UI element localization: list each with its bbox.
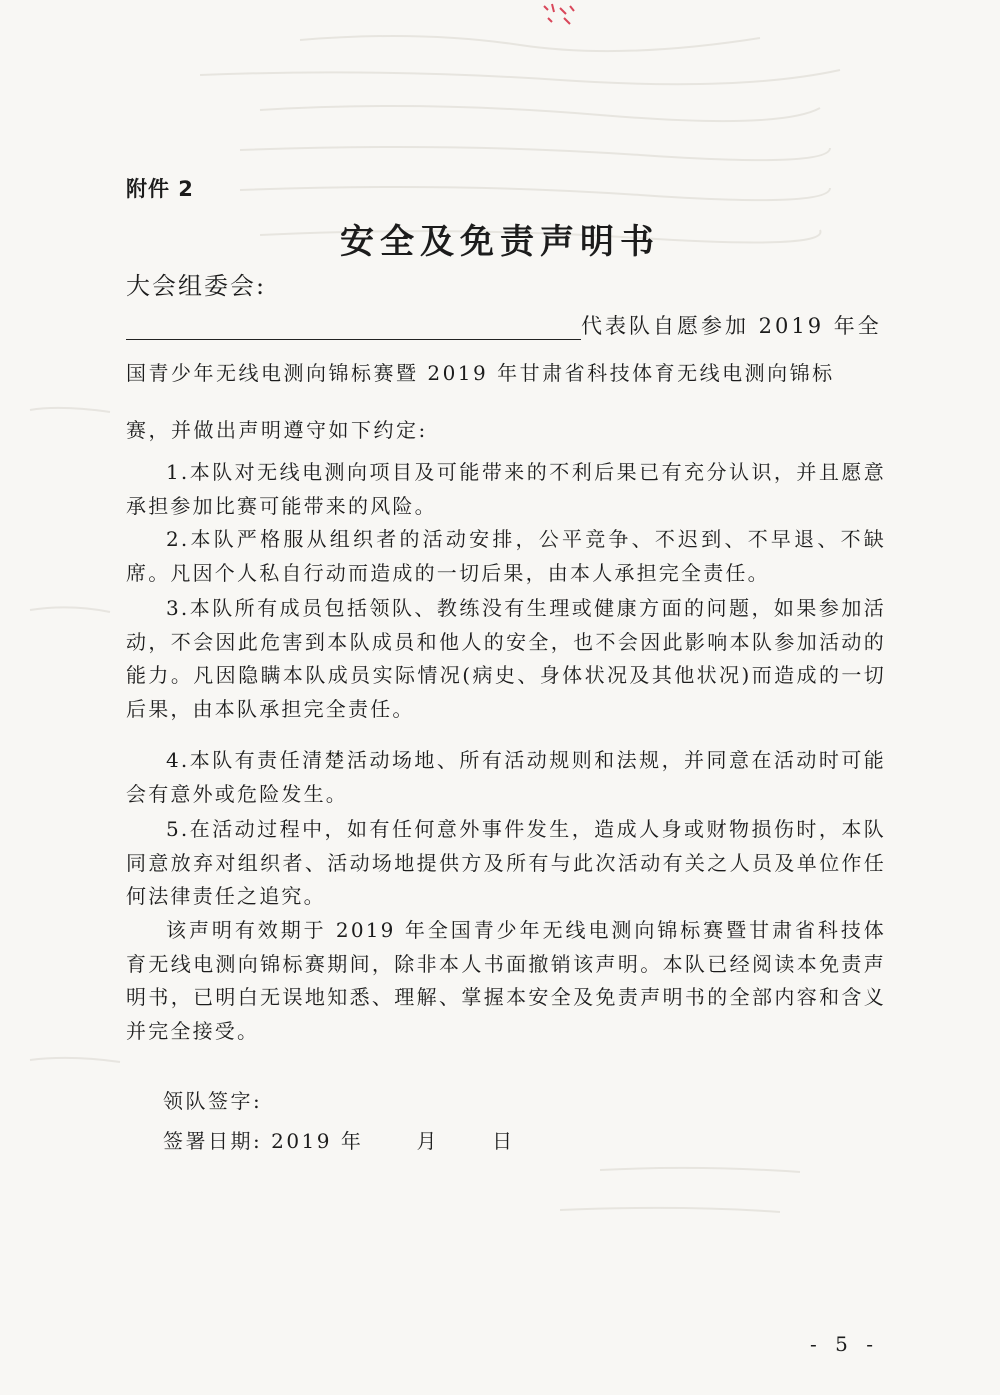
clause-3: 3.本队所有成员包括领队、教练没有生理或健康方面的问题，如果参加活动，不会因此危害到本队成员和他人的安全，也不会因此影响本队参加活动的能力。凡因隐瞒本队成员实际情况(病史、身体状况及其他状况)而造成的一切后果，由本队承担完全责任。 <box>126 596 886 721</box>
salutation: 大会组委会: <box>126 272 267 300</box>
page-number: - 5 - <box>810 1332 879 1356</box>
leader-signature-label: 领队签字: <box>163 1089 263 1113</box>
clause-2: 2.本队严格服从组织者的活动安排，公平竞争、不迟到、不早退、不缺席。凡因个人私自行动而造成的一切后果，由本人承担完全责任。 <box>126 527 886 585</box>
clause-1: 1.本队对无线电测向项目及可能带来的不利后果已有充分认识，并且愿意承担参加比赛可能带来的风险。 <box>126 460 886 518</box>
clause-4: 4.本队有责任清楚活动场地、所有活动规则和法规，并同意在活动时可能会有意外或危险发生。 <box>126 748 886 806</box>
validity-statement: 该声明有效期于 2019 年全国青少年无线电测向锦标赛暨甘肃省科技体育无线电测向锦标赛期间，除非本人书面撤销该声明。本队已经阅读本免责声明书，已明白无误地知悉、理解、掌握本安全及免责声明书的全部内容和含义并完全接受。 <box>126 918 886 1043</box>
team-name-blank[interactable] <box>126 315 581 340</box>
clause-5: 5.在活动过程中，如有任何意外事件发生，造成人身或财物损伤时，本队同意放弃对组织者、活动场地提供方及所有与此次活动有关之人员及单位作任何法律责任之追究。 <box>126 817 886 908</box>
attachment-label: 附件 2 <box>126 177 194 201</box>
intro-line-2: 赛，并做出声明遵守如下约定: <box>126 418 428 442</box>
intro-line-1: 国青少年无线电测向锦标赛暨 2019 年甘肃省科技体育无线电测向锦标 <box>126 361 835 385</box>
team-line-text: 代表队自愿参加 2019 年全 <box>581 314 882 338</box>
team-name-line <box>126 310 884 340</box>
signing-date-line: 签署日期: 2019 年 月 日 <box>163 1129 515 1153</box>
document-title: 安全及免责声明书 <box>340 222 660 262</box>
red-stamp-fragment <box>540 2 584 28</box>
